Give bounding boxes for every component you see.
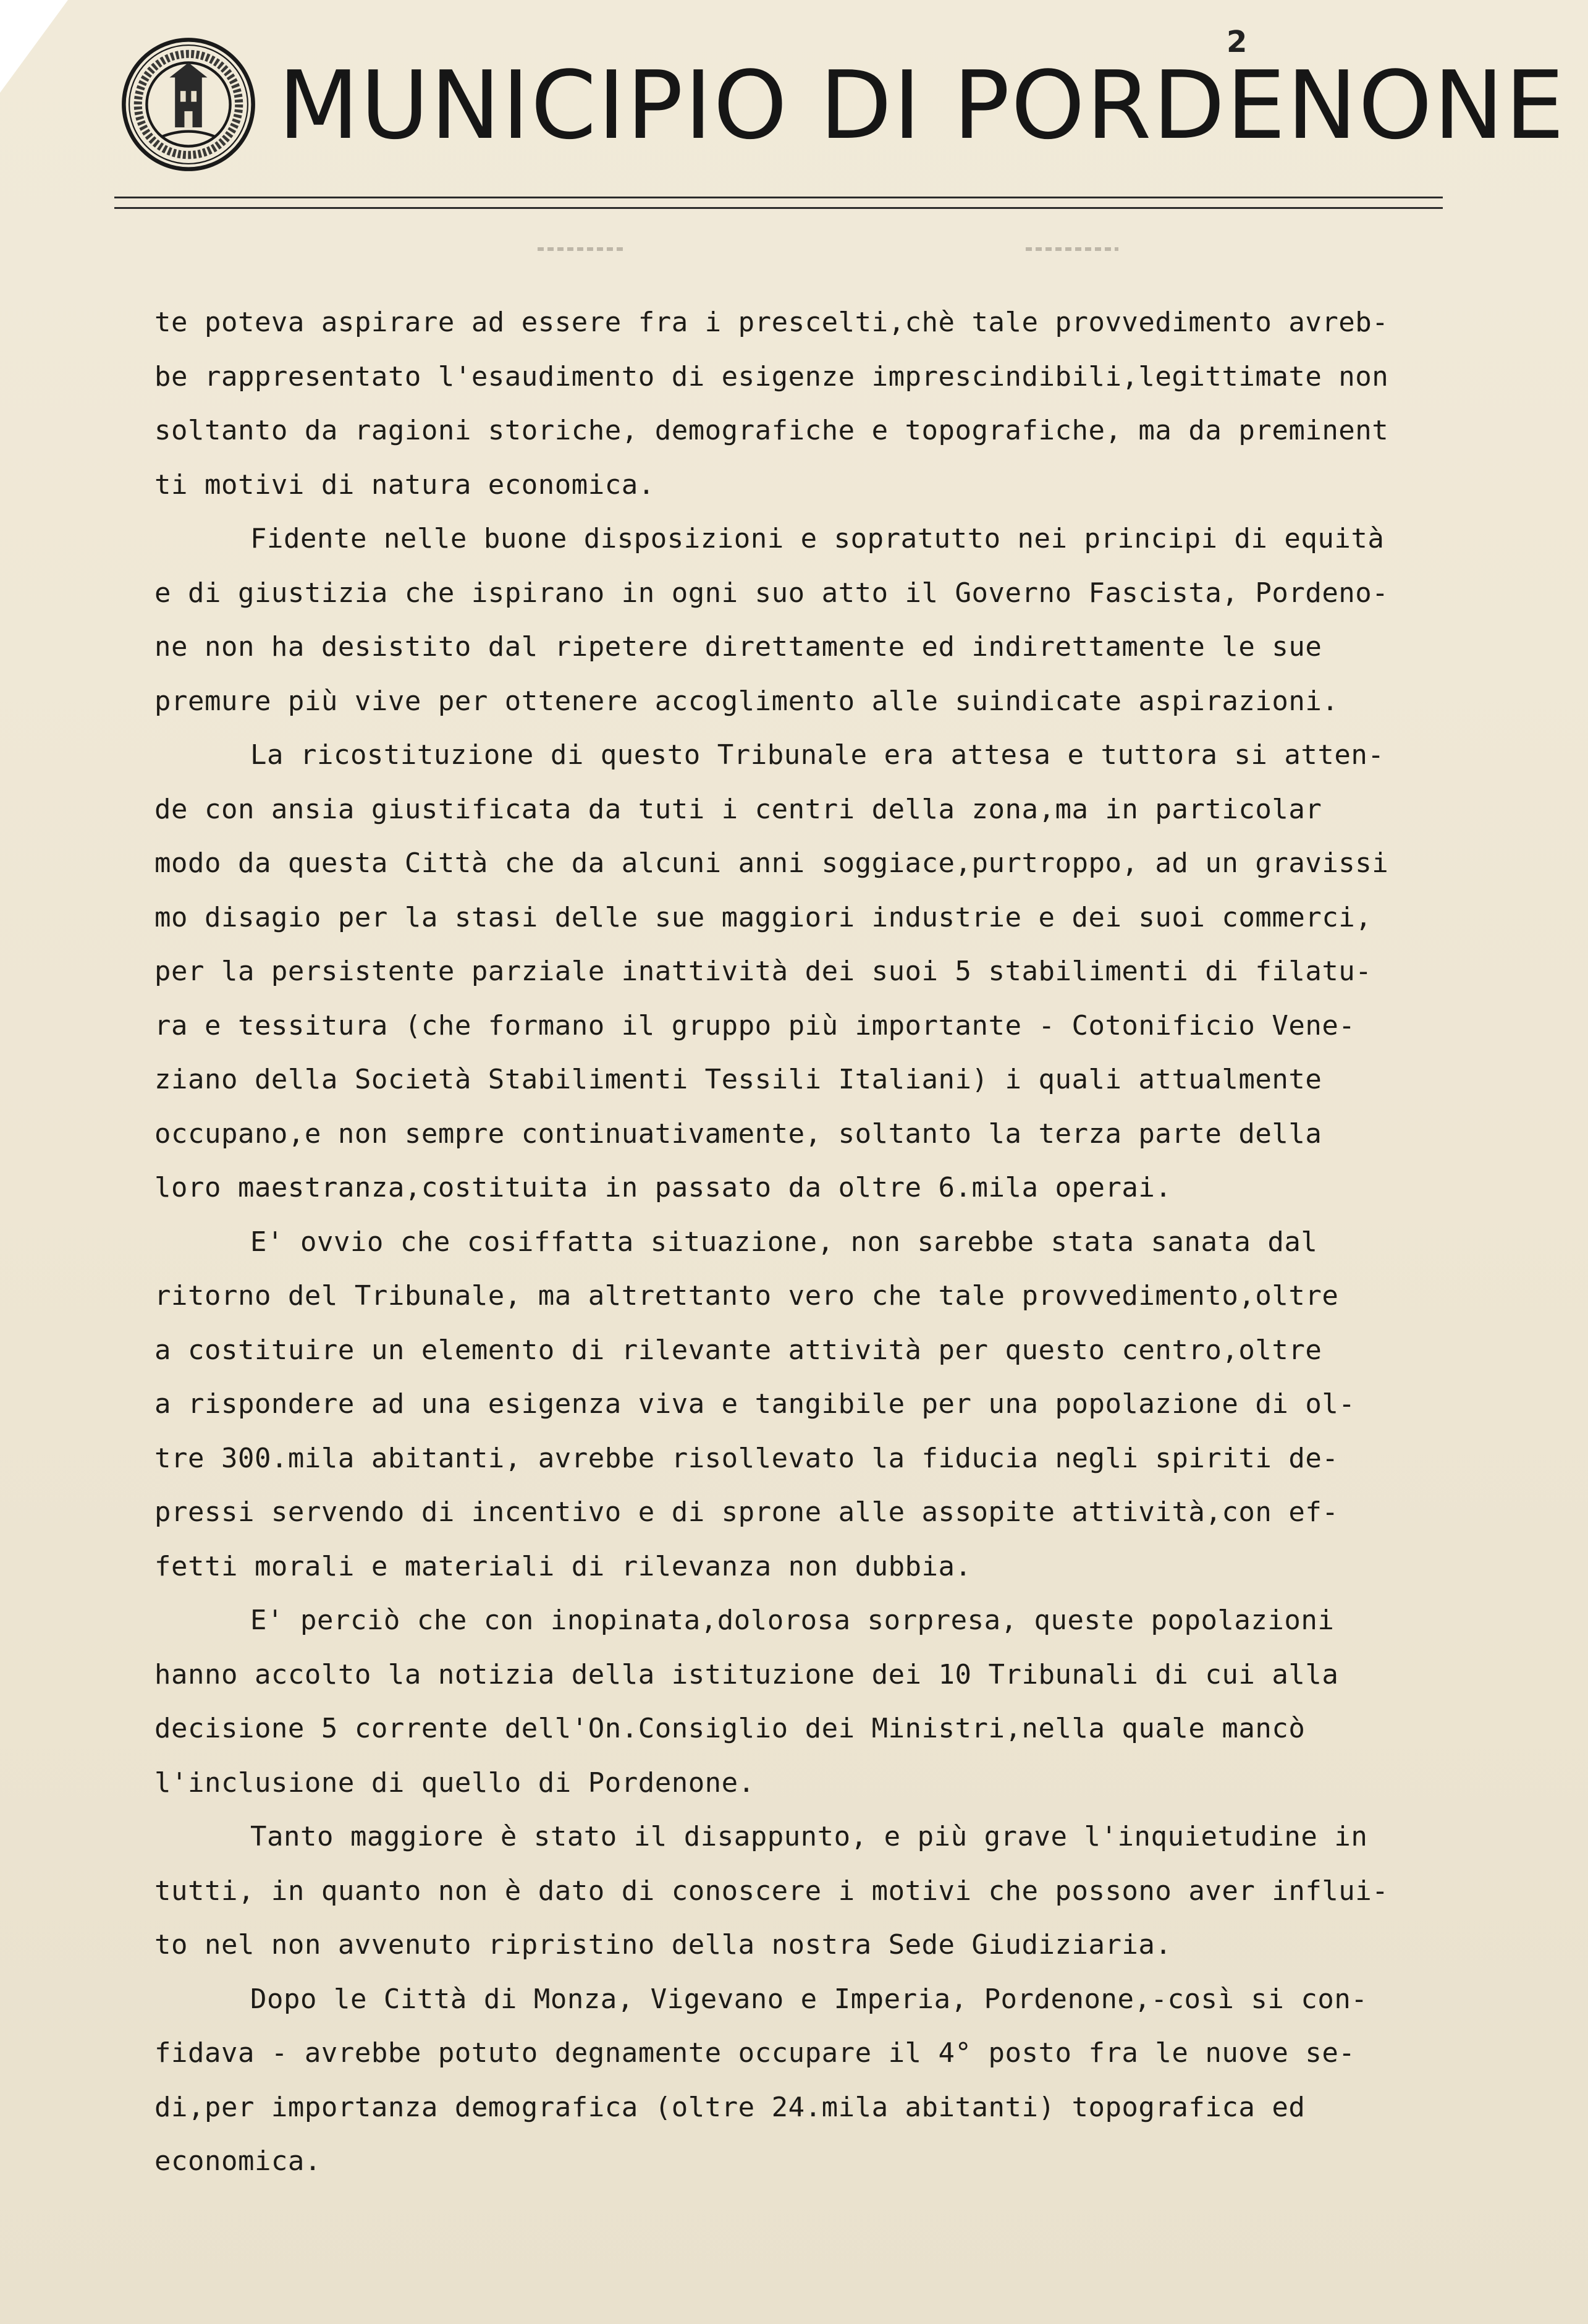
bleed-through-mark bbox=[538, 247, 624, 251]
body-line: te poteva aspirare ad essere fra i prescelti,chè tale provvedimento avreb- bbox=[154, 307, 1389, 338]
body-line: Fidente nelle buone disposizioni e sopratutto nei principi di equità bbox=[250, 523, 1385, 554]
body-line: Dopo le Città di Monza, Vigevano e Imperia, Pordenone,-così si con- bbox=[250, 1983, 1368, 2015]
body-line: ritorno del Tribunale, ma altrettanto vero che tale provvedimento,oltre bbox=[154, 1280, 1339, 1312]
body-line: decisione 5 corrente dell'On.Consiglio dei Ministri,nella quale mancò bbox=[154, 1713, 1306, 1744]
body-line: ra e tessitura (che formano il gruppo più importante - Cotonificio Vene- bbox=[154, 1009, 1356, 1041]
body-line: tre 300.mila abitanti, avrebbe risollevato la fiducia negli spiriti de- bbox=[154, 1442, 1339, 1474]
body-line: fidava - avrebbe potuto degnamente occupare il 4° posto fra le nuove se- bbox=[154, 2037, 1356, 2069]
body-line: E' perciò che con inopinata,dolorosa sorpresa, queste popolazioni bbox=[250, 1605, 1335, 1636]
body-line: a rispondere ad una esigenza viva e tangibile per una popolazione di ol- bbox=[154, 1388, 1356, 1420]
letterhead-rule-bottom bbox=[114, 207, 1443, 209]
body-line: mo disagio per la stasi delle sue maggiori industrie e dei suoi commerci, bbox=[154, 901, 1372, 933]
body-line: E' ovvio che cosiffatta situazione, non sarebbe stata sanata dal bbox=[250, 1226, 1318, 1258]
body-line: tutti, in quanto non è dato di conoscere i motivi che possono aver influi- bbox=[154, 1875, 1389, 1907]
body-line: La ricostituzione di questo Tribunale era attesa e tuttora si atten- bbox=[250, 739, 1385, 771]
letterhead-rule-top bbox=[114, 197, 1443, 198]
letter-body bbox=[154, 295, 1557, 2189]
body-line: ziano della Società Stabilimenti Tessili Italiani) i quali attualmente bbox=[154, 1064, 1322, 1095]
body-line: pressi servendo di incentivo e di sprone alle assopite attività,con ef- bbox=[154, 1496, 1339, 1528]
body-line: be rappresentato l'esaudimento di esigenze imprescindibili,legittimate non bbox=[154, 360, 1389, 392]
body-line: premure più vive per ottenere accoglimento alle suindicate aspirazioni. bbox=[154, 685, 1339, 717]
page-number: 2 bbox=[1227, 25, 1248, 59]
body-line: fetti morali e materiali di rilevanza non dubbia. bbox=[154, 1550, 972, 1582]
bleed-through-mark bbox=[1026, 247, 1118, 251]
folded-corner bbox=[0, 0, 68, 93]
body-line: per la persistente parziale inattività dei suoi 5 stabilimenti di filatu- bbox=[154, 956, 1372, 987]
body-line: e di giustizia che ispirano in ogni suo atto il Governo Fascista, Pordeno- bbox=[154, 577, 1389, 609]
body-line: l'inclusione di quello di Pordenone. bbox=[154, 1766, 755, 1799]
municipal-seal-icon bbox=[121, 37, 256, 172]
body-line: loro maestranza,costituita in passato da oltre 6.mila operai. bbox=[154, 1172, 1172, 1203]
body-line: economica. bbox=[154, 2145, 321, 2177]
body-line: occupano,e non sempre continuativamente, soltanto la terza parte della bbox=[154, 1117, 1322, 1150]
body-line: ti motivi di natura economica. bbox=[154, 469, 655, 501]
body-line: de con ansia giustificata da tuti i centri della zona,ma in particolar bbox=[154, 793, 1322, 825]
body-line: hanno accolto la notizia della istituzione dei 10 Tribunali di cui alla bbox=[154, 1658, 1339, 1690]
body-line: ne non ha desistito dal ripetere direttamente ed indirettamente le sue bbox=[154, 631, 1322, 663]
body-line: a costituire un elemento di rilevante attività per questo centro,oltre bbox=[154, 1334, 1322, 1366]
body-line: soltanto da ragioni storiche, demografiche e topografiche, ma da preminent bbox=[154, 415, 1389, 446]
body-line: modo da questa Città che da alcuni anni soggiace,purtroppo, ad un gravissi bbox=[154, 847, 1389, 879]
body-line: di,per importanza demografica (oltre 24.mila abitanti) topografica ed bbox=[154, 2091, 1306, 2123]
body-line: Tanto maggiore è stato il disappunto, e più grave l'inquietudine in bbox=[250, 1821, 1368, 1852]
body-line: to nel non avvenuto ripristino della nostra Sede Giudiziaria. bbox=[154, 1929, 1172, 1961]
letterhead-title: MUNICIPIO DI PORDENONE bbox=[278, 51, 1566, 160]
